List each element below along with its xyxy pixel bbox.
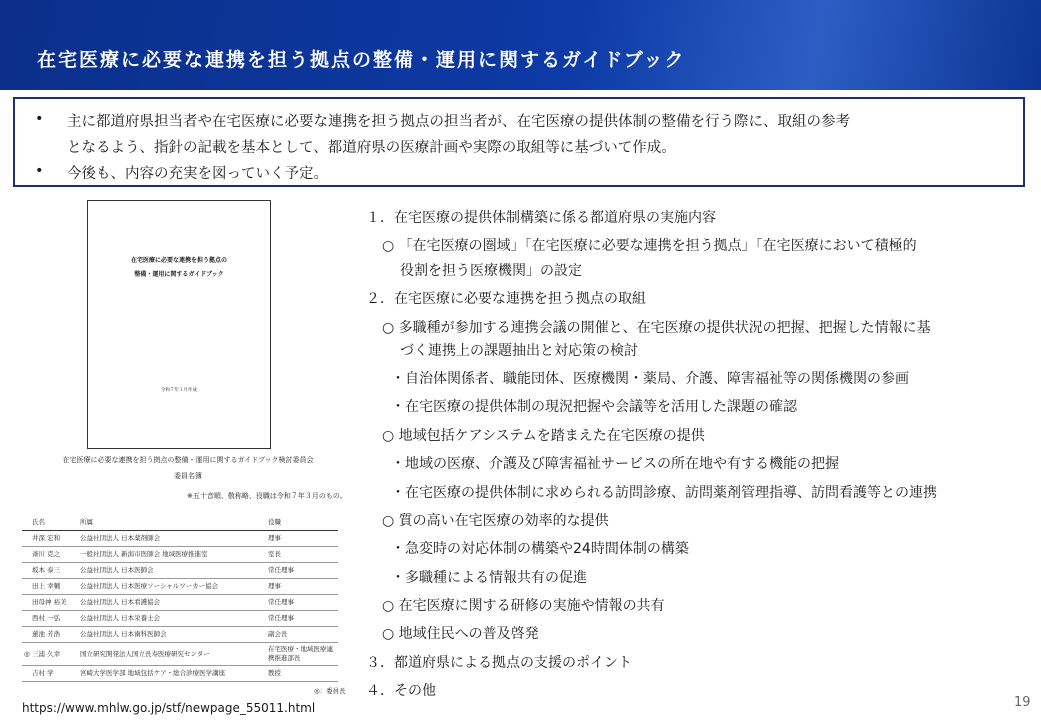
column-header-role: 役職	[266, 515, 338, 531]
table-row	[22, 643, 338, 666]
member-name: 井深 宏和	[30, 531, 78, 547]
outline-item: ○ 質の高い在宅医療の効率的な提供	[382, 513, 609, 529]
member-role: 教授	[266, 666, 338, 682]
bullet-symbol: •	[35, 111, 44, 127]
member-affiliation: 公益社団法人 日本医師会	[78, 563, 266, 579]
table-row	[22, 563, 338, 579]
outline-subitem: ・地域の医療、介護及び障害福祉サービスの所在地や有する機能の把握	[391, 456, 839, 472]
outline-item-cont: づく連携上の課題抽出と対応策の検討	[400, 343, 638, 359]
booklet-title-line2: 整備・運用に関するガイドブック	[134, 271, 224, 278]
summary-bullet-1: 主に都道府県担当者や在宅医療に必要な連携を担う拠点の担当者が、在宅医療の提供体制の整備を行う際に、取組の参考	[67, 114, 850, 130]
member-name: 蓮池 芳浩	[30, 627, 78, 643]
committee-title: 在宅医療に必要な連携を担う拠点の整備・運用に関するガイドブック検討委員会	[62, 456, 314, 464]
member-role: 常任理事	[266, 563, 338, 579]
guidebook-cover-image	[87, 200, 271, 449]
outline-heading-2: ２．在宅医療に必要な連携を担う拠点の取組	[366, 291, 646, 307]
summary-bullet-2: 今後も、内容の充実を図っていく予定。	[67, 166, 328, 182]
outline-item: ○ 在宅医療に関する研修の実施や情報の共有	[382, 598, 665, 614]
page-title: 在宅医療に必要な連携を担う拠点の整備・運用に関するガイドブック	[37, 49, 686, 71]
committee-subtitle: 委員名簿	[174, 472, 202, 480]
outline-item: ○ 「在宅医療の圏域」「在宅医療に必要な連携を担う拠点」「在宅医療において積極的	[382, 238, 917, 254]
bullet-symbol: •	[35, 163, 44, 179]
outline-subitem: ・在宅医療の提供体制に求められる訪問診療、訪問薬剤管理指導、訪問看護等との連携	[391, 485, 937, 501]
table-header-row	[22, 515, 338, 531]
committee-member-table	[22, 515, 338, 682]
table-row	[22, 627, 338, 643]
source-url-link[interactable]: https://www.mhlw.go.jp/stf/newpage_55011.html	[22, 701, 316, 715]
member-role: 副会長	[266, 627, 338, 643]
member-affiliation: 公益社団法人 日本薬剤師会	[78, 531, 266, 547]
member-name: 三浦 久幸	[30, 643, 78, 666]
member-affiliation: 公益社団法人 日本栄養士会	[78, 611, 266, 627]
chair-mark	[22, 595, 30, 611]
member-role: 理事	[266, 579, 338, 595]
member-role: 常任理事	[266, 611, 338, 627]
member-name: 吉村 学	[30, 666, 78, 682]
chair-mark	[22, 579, 30, 595]
chair-mark: ◎	[22, 643, 30, 666]
chair-mark	[22, 531, 30, 547]
table-row	[22, 611, 338, 627]
member-name: 坂本 泰三	[30, 563, 78, 579]
table-row	[22, 666, 338, 682]
table-row	[22, 531, 338, 547]
chair-mark	[22, 627, 30, 643]
page-number: 19	[1014, 695, 1031, 710]
summary-bullet-1-cont: となるよう、指針の記載を基本として、都道府県の医療計画や実際の取組等に基づいて作成。	[67, 140, 676, 156]
member-affiliation: 公益社団法人 日本看護協会	[78, 595, 266, 611]
outline-subitem: ・在宅医療の提供体制の現況把握や会議等を活用した課題の確認	[391, 399, 797, 415]
chair-legend: ◎：委員長	[314, 687, 346, 695]
header-banner	[0, 0, 1041, 90]
chair-mark	[22, 563, 30, 579]
member-affiliation: 宮崎大学医学部 地域包括ケア・総合診療医学講座	[78, 666, 266, 682]
table-row	[22, 595, 338, 611]
member-role: 在宅医療・地域医療連携推進部長	[266, 643, 338, 666]
chair-mark	[22, 666, 30, 682]
outline-item: ○ 地域包括ケアシステムを踏まえた在宅医療の提供	[382, 428, 705, 444]
member-affiliation: 公益社団法人 日本歯科医師会	[78, 627, 266, 643]
member-role: 常任理事	[266, 595, 338, 611]
member-name: 斎川 克之	[30, 547, 78, 563]
member-affiliation: 国立研究開発法人国立長寿医療研究センター	[78, 643, 266, 666]
outline-subitem: ・多職種による情報共有の促進	[391, 570, 587, 586]
outline-item: ○ 地域住民への普及啓発	[382, 626, 539, 642]
member-name: 西村 一弘	[30, 611, 78, 627]
member-role: 理事	[266, 531, 338, 547]
column-header-affiliation: 所属	[78, 515, 266, 531]
outline-item-cont: 役割を担う医療機関」の設定	[400, 263, 582, 279]
outline-heading-4: ４．その他	[366, 683, 436, 699]
chair-mark	[22, 611, 30, 627]
member-name: 田上 幸輔	[30, 579, 78, 595]
booklet-date: 令和７年１月作成	[161, 388, 197, 393]
member-affiliation: 一般社団法人 新潟市医師会 地域医療推進室	[78, 547, 266, 563]
table-row	[22, 547, 338, 563]
outline-item: ○ 多職種が参加する連携会議の開催と、在宅医療の提供状況の把握、把握した情報に基	[382, 320, 931, 336]
summary-box	[13, 97, 1025, 187]
committee-note: ※五十音順、敬称略、役職は令和７年３月のもの。	[187, 492, 347, 500]
outline-heading-3: ３．都道府県による拠点の支援のポイント	[366, 655, 632, 671]
outline-heading-1: １．在宅医療の提供体制構築に係る都道府県の実施内容	[366, 210, 716, 226]
booklet-title-line1: 在宅医療に必要な連携を担う拠点の	[130, 257, 227, 264]
member-affiliation: 公益社団法人 日本医療ソーシャルワーカー協会	[78, 579, 266, 595]
column-header-name: 氏名	[30, 515, 78, 531]
table-row	[22, 579, 338, 595]
outline-subitem: ・自治体関係者、職能団体、医療機関・薬局、介護、障害福祉等の関係機関の参画	[391, 371, 909, 387]
outline-subitem: ・急変時の対応体制の構築や24時間体制の構築	[391, 541, 689, 557]
member-name: 田母神 裕美	[30, 595, 78, 611]
member-role: 室長	[266, 547, 338, 563]
chair-mark	[22, 547, 30, 563]
